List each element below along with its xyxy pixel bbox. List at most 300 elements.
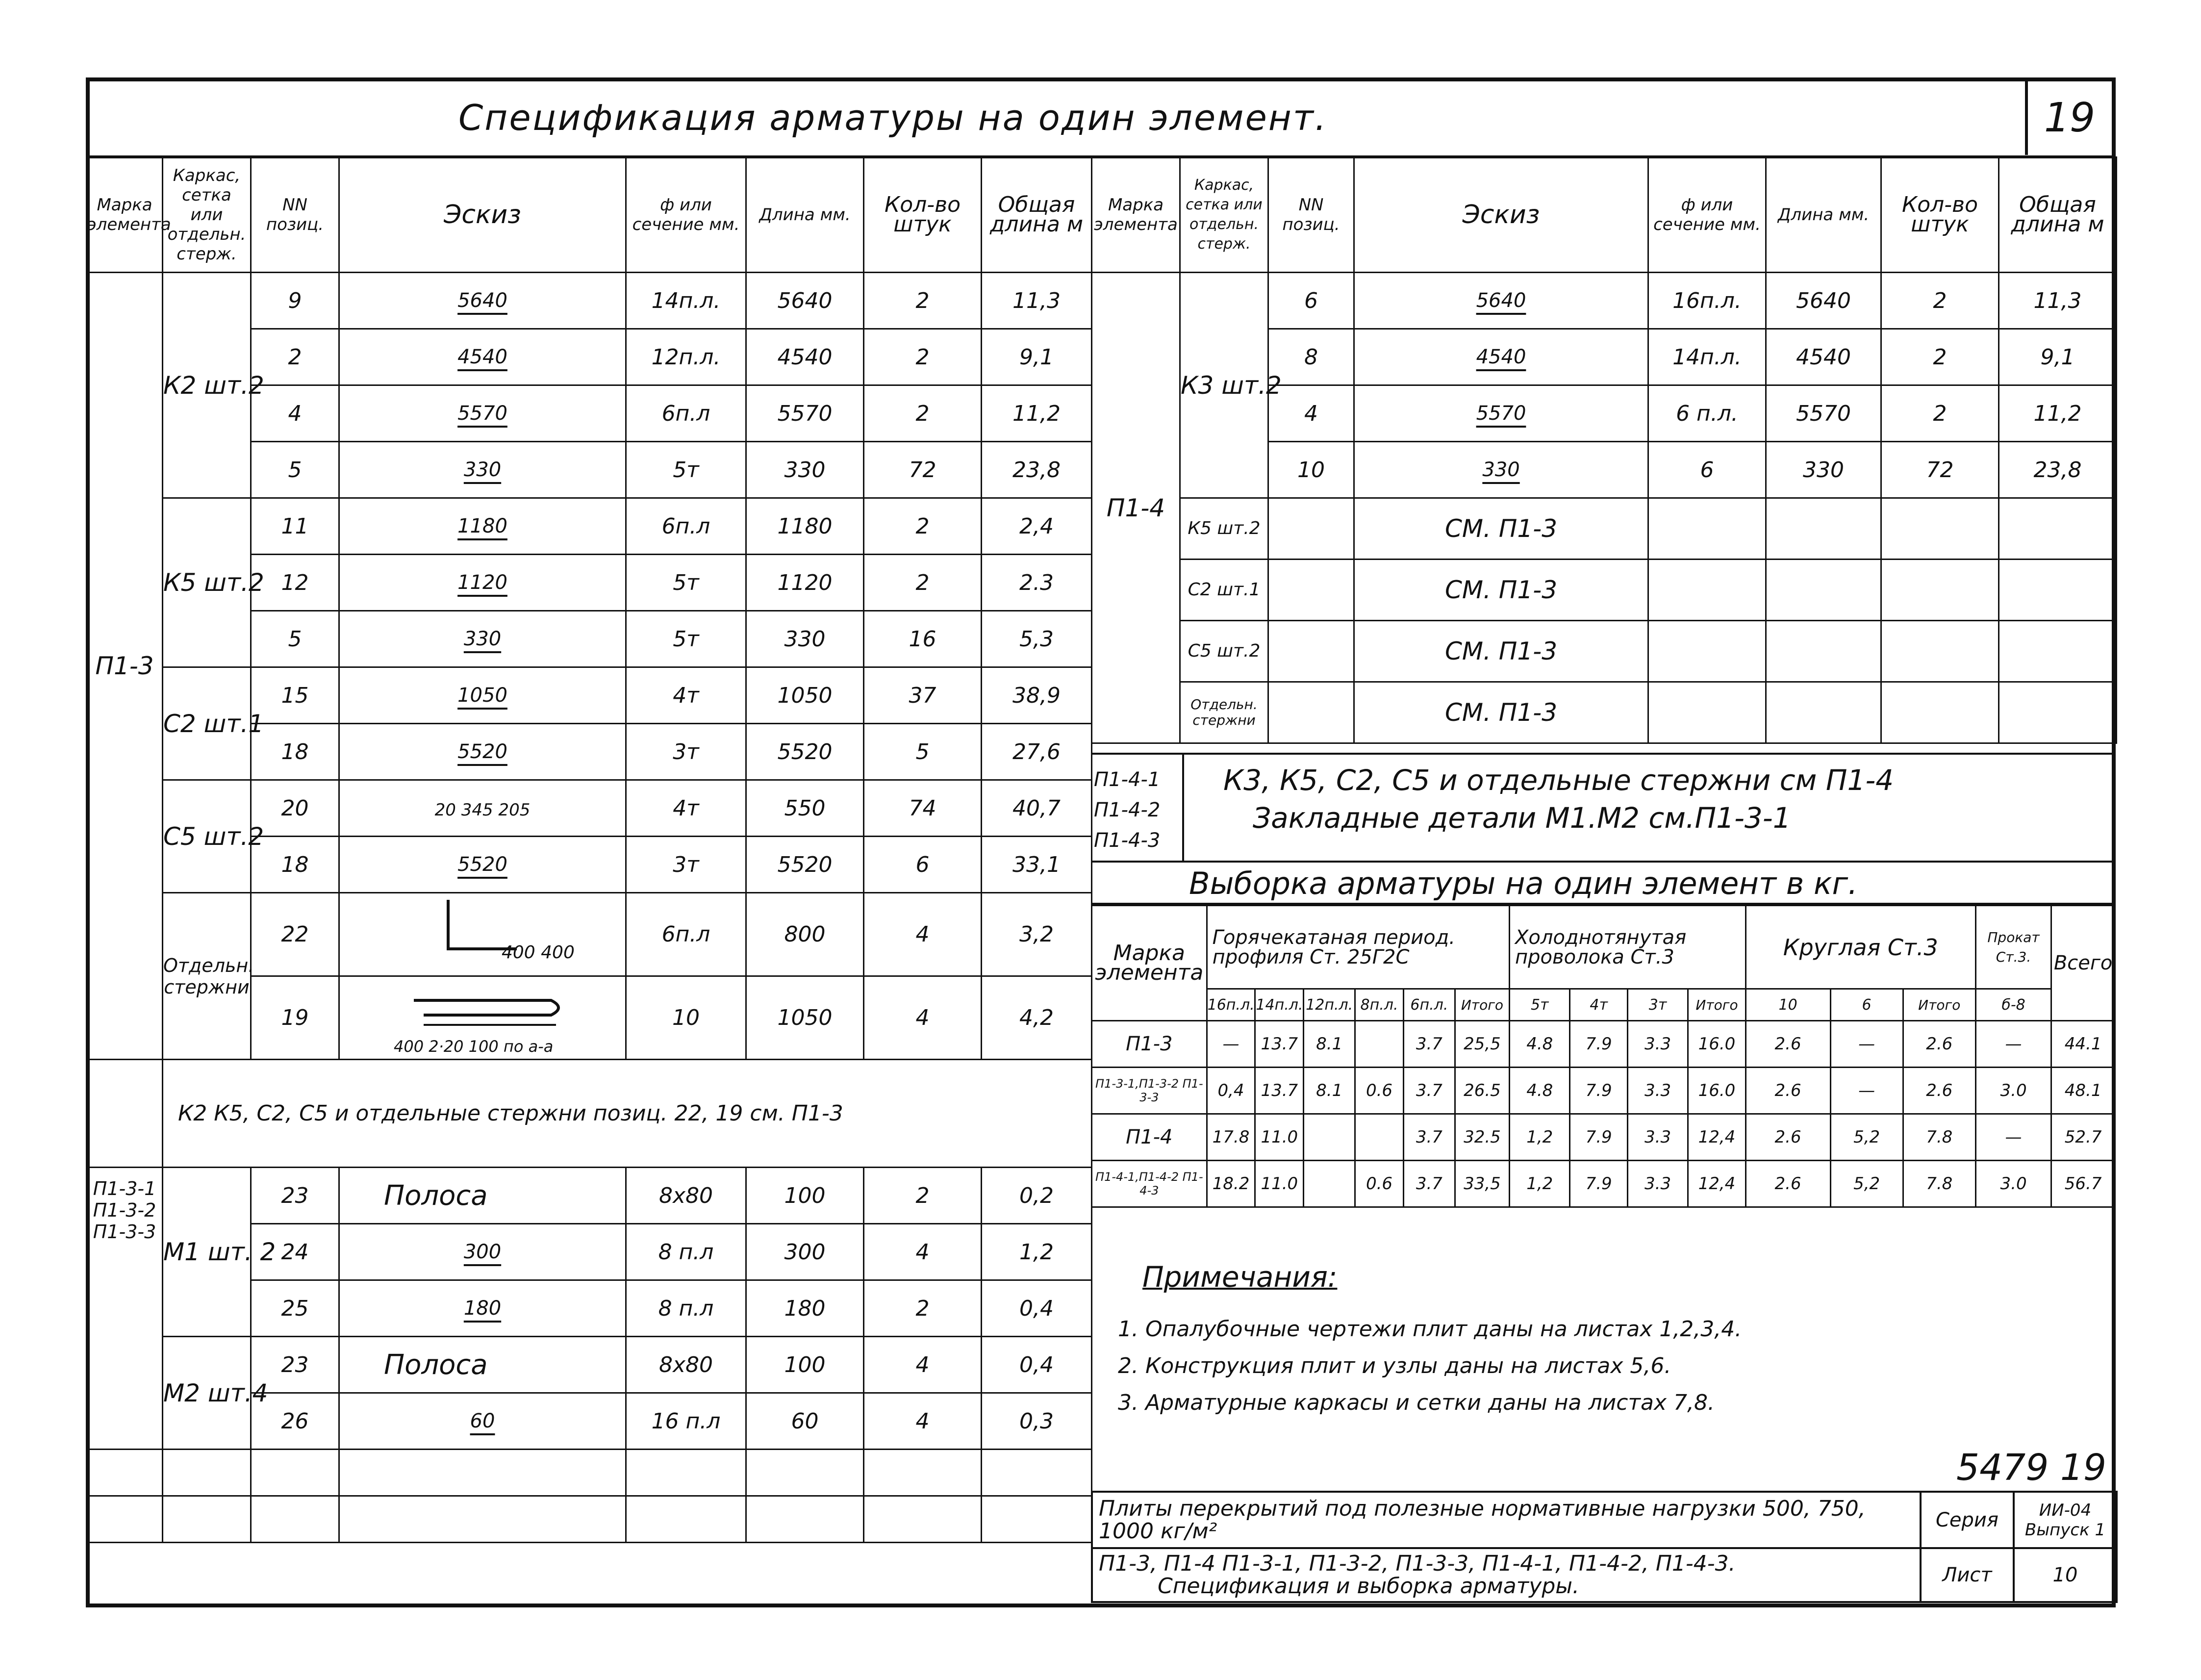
pos-cell: 12 xyxy=(251,555,339,611)
sel-cell: — xyxy=(1975,1114,2051,1161)
title-block-line-2: П1-3, П1-4 П1-3-1, П1-3-2, П1-3-3, П1-4-1, П1-4-2, П1-4-3. xyxy=(1099,1551,1736,1576)
sel-cell: 2.6 xyxy=(1903,1068,1975,1114)
variant-line-2: Закладные детали М1.М2 см.П1-3-1 xyxy=(1253,801,1791,835)
len-cell: 550 xyxy=(746,780,864,837)
dia-cell: 6п.л xyxy=(626,385,746,442)
len-cell: 1180 xyxy=(746,498,864,555)
sel-header-mark: Марка элемента xyxy=(1092,906,1207,1021)
dia-cell: 6п.л xyxy=(626,498,746,555)
dia-cell: 6п.л xyxy=(626,893,746,976)
pos-cell: 18 xyxy=(251,724,339,780)
sketch-cell-angle-bar xyxy=(339,893,626,976)
table-row xyxy=(87,780,1092,837)
sel-sub: 4т xyxy=(1570,989,1627,1021)
total-cell: 2.3 xyxy=(982,555,1092,611)
sel-cell: 18.2 xyxy=(1207,1161,1255,1207)
sel-sub: б-8 xyxy=(1975,989,2051,1021)
pos-cell: 5 xyxy=(251,442,339,498)
sel-mark: П1-4-1,П1-4-2 П1-4-3 xyxy=(1092,1161,1207,1207)
table-row xyxy=(87,893,1092,976)
dia-cell: 5т xyxy=(626,442,746,498)
pos-cell: 18 xyxy=(251,837,339,893)
sel-cell: 25,5 xyxy=(1455,1021,1509,1068)
sel-cell: 12,4 xyxy=(1688,1161,1746,1207)
sketch-cell xyxy=(1354,273,1648,329)
table-row xyxy=(1092,498,2117,560)
header-mark: Марка элемента xyxy=(1092,157,1180,273)
sketch-cell-hook-bar xyxy=(339,976,626,1060)
sel-sub: 6п.л. xyxy=(1403,989,1455,1021)
dia-cell: 12п.л. xyxy=(626,329,746,385)
sketch-dim: 180 xyxy=(463,1297,502,1320)
header-pos: NN позиц. xyxy=(251,157,339,273)
total-cell: 11,3 xyxy=(1999,273,2117,329)
dia-cell: 5т xyxy=(626,555,746,611)
sel-sub: Итого xyxy=(1903,989,1975,1021)
len-cell: 1120 xyxy=(746,555,864,611)
qty-cell: 2 xyxy=(864,385,982,442)
sel-cell: — xyxy=(1830,1068,1903,1114)
sel-cell: 0,4 xyxy=(1207,1068,1255,1114)
frame-cell: С2 шт.1 xyxy=(163,667,251,780)
sketch-cell xyxy=(339,498,626,555)
sketch-dim: 5570 xyxy=(457,402,507,425)
selection-table xyxy=(1091,905,2116,1208)
ref-cell: СМ. П1-3 xyxy=(1354,682,1648,743)
sel-cell: 11.0 xyxy=(1255,1114,1304,1161)
left-note-row xyxy=(87,1060,1092,1168)
frame-cell: К5 шт.2 xyxy=(163,498,251,667)
sel-cell: 2.6 xyxy=(1746,1114,1830,1161)
header-frame: Каркас, сетка или отдельн. стерж. xyxy=(1180,157,1268,273)
table-row-empty xyxy=(87,1496,1092,1543)
sel-cell: 3.7 xyxy=(1403,1114,1455,1161)
selection-title: Выборка арматуры на один элемент в кг. xyxy=(1189,865,1858,901)
sel-cell: 52.7 xyxy=(2051,1114,2115,1161)
total-cell: 2,4 xyxy=(982,498,1092,555)
sketch-cell: Полоса xyxy=(339,1337,626,1393)
total-cell: 1,2 xyxy=(982,1224,1092,1280)
dia-cell: 3т xyxy=(626,837,746,893)
pos-cell: 5 xyxy=(251,611,339,667)
sketch-cell xyxy=(339,555,626,611)
left-spec-table xyxy=(86,156,1092,1543)
sheet-value: 10 xyxy=(2014,1548,2117,1602)
table-row xyxy=(1092,273,2117,329)
page-number: 19 xyxy=(2025,81,2111,155)
sel-cell: 3.3 xyxy=(1627,1021,1688,1068)
table-row xyxy=(87,498,1092,555)
total-cell: 11,2 xyxy=(1999,385,2117,442)
pos-cell: 6 xyxy=(1268,273,1354,329)
total-cell: 40,7 xyxy=(982,780,1092,837)
sel-cell: 33,5 xyxy=(1455,1161,1509,1207)
len-cell: 5570 xyxy=(746,385,864,442)
dia-cell: 16п.л. xyxy=(1648,273,1766,329)
mark-cell: П1-3-1 П1-3-2 П1-3-3 xyxy=(87,1168,163,1450)
sketch-cell xyxy=(1354,442,1648,498)
ref-cell: СМ. П1-3 xyxy=(1354,621,1648,682)
frame-cell: М2 шт.4 xyxy=(163,1337,251,1450)
dia-cell: 8 п.л xyxy=(626,1280,746,1337)
sel-cell: 17.8 xyxy=(1207,1114,1255,1161)
total-cell: 0,4 xyxy=(982,1337,1092,1393)
sketch-cell: Полоса xyxy=(339,1168,626,1224)
title-block xyxy=(1091,1491,2118,1603)
table-row xyxy=(87,1337,1092,1393)
qty-cell: 2 xyxy=(1881,329,1999,385)
qty-cell: 2 xyxy=(864,329,982,385)
sel-sub: 14п.л. xyxy=(1255,989,1304,1021)
sheet-label: Лист xyxy=(1921,1548,2014,1602)
sketch-dim: 300 xyxy=(463,1241,502,1263)
selection-title-bar xyxy=(1091,861,2116,905)
sketch-cell xyxy=(339,273,626,329)
frame-cell: Отдельн. стержни xyxy=(1180,682,1268,743)
sel-cell: 32.5 xyxy=(1455,1114,1509,1161)
sel-cell: 3.7 xyxy=(1403,1161,1455,1207)
header-dia: ф или сечение мм. xyxy=(1648,157,1766,273)
qty-cell: 72 xyxy=(864,442,982,498)
sel-cell: 2.6 xyxy=(1746,1021,1830,1068)
table-row xyxy=(1092,560,2117,621)
header-pos: NN позиц. xyxy=(1268,157,1354,273)
sel-cell: 5,2 xyxy=(1830,1161,1903,1207)
sketch-dim: 1050 xyxy=(457,684,507,707)
sel-cell: 4.8 xyxy=(1510,1068,1570,1114)
dia-cell: 4т xyxy=(626,780,746,837)
sel-group-hot-rolled: Горячекатаная период. профиля Ст. 25Г2С xyxy=(1207,906,1509,989)
pos-cell: 15 xyxy=(251,667,339,724)
frame-cell: К2 шт.2 xyxy=(163,273,251,498)
dia-cell: 5т xyxy=(626,611,746,667)
sel-sub: Итого xyxy=(1688,989,1746,1021)
header-frame: Каркас, сетка или отдельн. стерж. xyxy=(163,157,251,273)
selection-row xyxy=(1092,1161,2115,1207)
sel-cell: — xyxy=(1207,1021,1255,1068)
pos-cell: 10 xyxy=(1268,442,1354,498)
frame-cell: К5 шт.2 xyxy=(1180,498,1268,560)
total-cell: 11,2 xyxy=(982,385,1092,442)
qty-cell: 4 xyxy=(864,1393,982,1450)
sel-cell xyxy=(1355,1021,1404,1068)
qty-cell: 5 xyxy=(864,724,982,780)
sel-sub: 12п.л. xyxy=(1304,989,1355,1021)
len-cell: 5640 xyxy=(746,273,864,329)
sketch-dim: 1120 xyxy=(457,571,507,594)
qty-cell: 6 xyxy=(864,837,982,893)
ref-cell: СМ. П1-3 xyxy=(1354,498,1648,560)
sel-cell: 13.7 xyxy=(1255,1021,1304,1068)
note-2: 2. Конструкция плит и узлы даны на листах 5,6. xyxy=(1118,1353,1671,1378)
qty-cell: 2 xyxy=(1881,273,1999,329)
frame-cell: М1 шт. 2 xyxy=(163,1168,251,1337)
sel-cell: 2.6 xyxy=(1746,1068,1830,1114)
variant-note xyxy=(1091,753,2116,863)
qty-cell: 4 xyxy=(864,1337,982,1393)
sketch-dim: 5640 xyxy=(1476,289,1526,312)
len-cell: 5640 xyxy=(1766,273,1881,329)
sketch-dim: 1180 xyxy=(457,515,507,537)
title-block-line-1: Плиты перекрытий под полезные нормативные нагрузки 500, 750, 1000 кг/м² xyxy=(1092,1492,1921,1548)
title-block-desc xyxy=(1092,1548,1921,1602)
frame-cell: С2 шт.1 xyxy=(1180,560,1268,621)
sel-cell: 3.0 xyxy=(1975,1068,2051,1114)
qty-cell: 16 xyxy=(864,611,982,667)
pos-cell: 4 xyxy=(1268,385,1354,442)
qty-cell: 2 xyxy=(864,273,982,329)
sel-cell: — xyxy=(1830,1021,1903,1068)
sketch-cell xyxy=(339,442,626,498)
sel-cell: 3.3 xyxy=(1627,1114,1688,1161)
sel-sub: 16п.л. xyxy=(1207,989,1255,1021)
sketch-dim: 400 400 xyxy=(502,942,575,963)
sel-cell: 4.8 xyxy=(1510,1021,1570,1068)
pos-cell: 2 xyxy=(251,329,339,385)
sel-cell: 7.9 xyxy=(1570,1021,1627,1068)
left-note: К2 К5, С2, С5 и отдельные стержни позиц. 22, 19 см. П1-3 xyxy=(163,1060,1092,1168)
sel-cell: 11.0 xyxy=(1255,1161,1304,1207)
total-cell: 0,2 xyxy=(982,1168,1092,1224)
dia-cell: 6 п.л. xyxy=(1648,385,1766,442)
sel-cell: 3.7 xyxy=(1403,1021,1455,1068)
sketch-cell xyxy=(339,1224,626,1280)
sel-cell xyxy=(1304,1114,1355,1161)
sel-sub: 5т xyxy=(1510,989,1570,1021)
variant-line-1: К3, К5, С2, С5 и отдельные стержни см П1-4 xyxy=(1223,764,1894,797)
len-cell: 1050 xyxy=(746,976,864,1060)
sel-cell: 8.1 xyxy=(1304,1021,1355,1068)
sel-cell: 2.6 xyxy=(1903,1021,1975,1068)
len-cell: 5520 xyxy=(746,837,864,893)
sel-cell: 12,4 xyxy=(1688,1114,1746,1161)
dia-cell: 14п.л. xyxy=(626,273,746,329)
total-cell: 27,6 xyxy=(982,724,1092,780)
sel-cell: 3.7 xyxy=(1403,1068,1455,1114)
dia-cell: 14п.л. xyxy=(1648,329,1766,385)
len-cell: 330 xyxy=(746,442,864,498)
dia-cell: 4т xyxy=(626,667,746,724)
page-title: Спецификация арматуры на один элемент. xyxy=(458,97,1328,138)
sel-cell xyxy=(1304,1161,1355,1207)
sel-cell: 26.5 xyxy=(1455,1068,1509,1114)
sketch-cell-bent-bar xyxy=(339,780,626,837)
sel-cell: 5,2 xyxy=(1830,1114,1903,1161)
total-cell: 4,2 xyxy=(982,976,1092,1060)
qty-cell: 37 xyxy=(864,667,982,724)
header-dia: ф или сечение мм. xyxy=(626,157,746,273)
ref-cell: СМ. П1-3 xyxy=(1354,560,1648,621)
len-cell: 180 xyxy=(746,1280,864,1337)
table-row xyxy=(1092,682,2117,743)
sketch-dim: 5570 xyxy=(1476,402,1526,425)
total-cell: 23,8 xyxy=(1999,442,2117,498)
pos-cell: 11 xyxy=(251,498,339,555)
qty-cell: 2 xyxy=(864,1168,982,1224)
qty-cell: 2 xyxy=(864,498,982,555)
sel-cell: 8.1 xyxy=(1304,1068,1355,1114)
sel-cell: 44.1 xyxy=(2051,1021,2115,1068)
dia-cell: 8х80 xyxy=(626,1337,746,1393)
sketch-dim: 5520 xyxy=(457,853,507,876)
table-row xyxy=(87,667,1092,724)
series-value: ИИ-04 Выпуск 1 xyxy=(2014,1492,2117,1548)
notes-heading: Примечания: xyxy=(1142,1260,1338,1294)
sel-cell: 13.7 xyxy=(1255,1068,1304,1114)
qty-cell: 2 xyxy=(864,1280,982,1337)
pos-cell: 8 xyxy=(1268,329,1354,385)
note-3: 3. Арматурные каркасы и сетки даны на листах 7,8. xyxy=(1118,1390,1715,1415)
sel-cell: 16.0 xyxy=(1688,1068,1746,1114)
sel-cell: 0.6 xyxy=(1355,1161,1404,1207)
len-cell: 4540 xyxy=(1766,329,1881,385)
qty-cell: 4 xyxy=(864,1224,982,1280)
sel-cell: 7.8 xyxy=(1903,1161,1975,1207)
sel-cell: 7.8 xyxy=(1903,1114,1975,1161)
header-qty: Кол-во штук xyxy=(1881,157,1999,273)
sel-cell: 3.3 xyxy=(1627,1068,1688,1114)
frame-cell: Отдельн. стержни xyxy=(163,893,251,1060)
total-cell: 11,3 xyxy=(982,273,1092,329)
sketch-cell xyxy=(339,1280,626,1337)
len-cell: 100 xyxy=(746,1337,864,1393)
sketch-dim: 4540 xyxy=(457,346,507,368)
selection-row xyxy=(1092,1114,2115,1161)
sketch-cell xyxy=(1354,329,1648,385)
header-sketch: Эскиз xyxy=(1354,157,1648,273)
archive-number: 5479 19 xyxy=(1956,1447,2107,1489)
mark-cell: П1-3 xyxy=(87,273,163,1060)
qty-cell: 2 xyxy=(1881,385,1999,442)
total-cell: 5,3 xyxy=(982,611,1092,667)
sel-cell: 1,2 xyxy=(1510,1114,1570,1161)
header-len: Длина мм. xyxy=(746,157,864,273)
sketch-cell xyxy=(1354,385,1648,442)
len-cell: 330 xyxy=(1766,442,1881,498)
sketch-dim: 5640 xyxy=(457,289,507,312)
sketch-cell xyxy=(339,611,626,667)
sel-mark: П1-3-1,П1-3-2 П1-3-3 xyxy=(1092,1068,1207,1114)
sketch-dim: 400 2·20 100 по а-а xyxy=(394,1037,554,1056)
pos-cell: 23 xyxy=(251,1337,339,1393)
sketch-dim: 5520 xyxy=(457,740,507,763)
dia-cell: 6 xyxy=(1648,442,1766,498)
len-cell: 5520 xyxy=(746,724,864,780)
qty-cell: 2 xyxy=(864,555,982,611)
total-cell: 9,1 xyxy=(982,329,1092,385)
qty-cell: 4 xyxy=(864,976,982,1060)
sel-cell: 0.6 xyxy=(1355,1068,1404,1114)
right-spec-table xyxy=(1091,156,2117,744)
pos-cell: 22 xyxy=(251,893,339,976)
hook-bar-sketch xyxy=(394,986,571,1044)
len-cell: 800 xyxy=(746,893,864,976)
variant-marks: П1-4-1 П1-4-2 П1-4-3 xyxy=(1091,755,1184,863)
sketch-dim: 330 xyxy=(463,628,502,650)
total-cell: 23,8 xyxy=(982,442,1092,498)
qty-cell: 72 xyxy=(1881,442,1999,498)
frame-cell: С5 шт.2 xyxy=(163,780,251,893)
frame-cell: К3 шт.2 xyxy=(1180,273,1268,498)
table-row xyxy=(87,273,1092,329)
selection-header-row xyxy=(1092,906,2115,989)
frame-cell: С5 шт.2 xyxy=(1180,621,1268,682)
pos-cell: 19 xyxy=(251,976,339,1060)
len-cell: 1050 xyxy=(746,667,864,724)
pos-cell: 9 xyxy=(251,273,339,329)
table-row xyxy=(1092,621,2117,682)
table-row xyxy=(87,1168,1092,1224)
sel-cell: 1,2 xyxy=(1510,1161,1570,1207)
header-total: Общая длина м xyxy=(982,157,1092,273)
qty-cell: 74 xyxy=(864,780,982,837)
len-cell: 60 xyxy=(746,1393,864,1450)
len-cell: 5570 xyxy=(1766,385,1881,442)
header-sketch: Эскиз xyxy=(339,157,626,273)
sketch-cell xyxy=(339,837,626,893)
sketch-cell xyxy=(339,385,626,442)
pos-cell: 4 xyxy=(251,385,339,442)
sel-cell: 56.7 xyxy=(2051,1161,2115,1207)
sel-cell: 48.1 xyxy=(2051,1068,2115,1114)
pos-cell: 25 xyxy=(251,1280,339,1337)
sel-mark: П1-4 xyxy=(1092,1114,1207,1161)
qty-cell: 4 xyxy=(864,893,982,976)
len-cell: 4540 xyxy=(746,329,864,385)
right-header-row xyxy=(1092,157,2117,273)
pos-cell: 24 xyxy=(251,1224,339,1280)
dia-cell: 3т xyxy=(626,724,746,780)
sel-cell: 3.0 xyxy=(1975,1161,2051,1207)
title-bar xyxy=(86,77,2116,158)
total-cell: 38,9 xyxy=(982,667,1092,724)
total-cell: 33,1 xyxy=(982,837,1092,893)
selection-subheader-row xyxy=(1092,989,2115,1021)
total-cell: 0,3 xyxy=(982,1393,1092,1450)
sel-group-cold-drawn: Холоднотянутая проволока Ст.3 xyxy=(1510,906,1746,989)
sel-sub: Итого xyxy=(1455,989,1509,1021)
sel-cell: — xyxy=(1975,1021,2051,1068)
total-cell: 3,2 xyxy=(982,893,1092,976)
pos-cell: 20 xyxy=(251,780,339,837)
header-total: Общая длина м xyxy=(1999,157,2117,273)
sel-cell xyxy=(1355,1114,1404,1161)
series-label: Серия xyxy=(1921,1492,2014,1548)
sel-header-total: Всего xyxy=(2051,906,2115,1021)
dia-cell: 10 xyxy=(626,976,746,1060)
left-header-row xyxy=(87,157,1092,273)
sel-sub: 8п.л. xyxy=(1355,989,1404,1021)
mark-cell: П1-4 xyxy=(1092,273,1180,743)
sel-group-round: Круглая Ст.3 xyxy=(1746,906,1975,989)
selection-row xyxy=(1092,1068,2115,1114)
sel-sub: 3т xyxy=(1627,989,1688,1021)
header-mark: Марка элемента xyxy=(87,157,163,273)
pos-cell: 26 xyxy=(251,1393,339,1450)
sketch-cell xyxy=(339,329,626,385)
sketch-cell xyxy=(339,1393,626,1450)
header-qty: Кол-во штук xyxy=(864,157,982,273)
sel-group-rolled: Прокат Ст.3. xyxy=(1975,906,2051,989)
table-row-empty xyxy=(87,1450,1092,1496)
dia-cell: 8 п.л xyxy=(626,1224,746,1280)
sel-sub: 6 xyxy=(1830,989,1903,1021)
sketch-dim: 330 xyxy=(1482,458,1520,481)
len-cell: 100 xyxy=(746,1168,864,1224)
sel-mark: П1-3 xyxy=(1092,1021,1207,1068)
header-len: Длина мм. xyxy=(1766,157,1881,273)
sel-cell: 16.0 xyxy=(1688,1021,1746,1068)
